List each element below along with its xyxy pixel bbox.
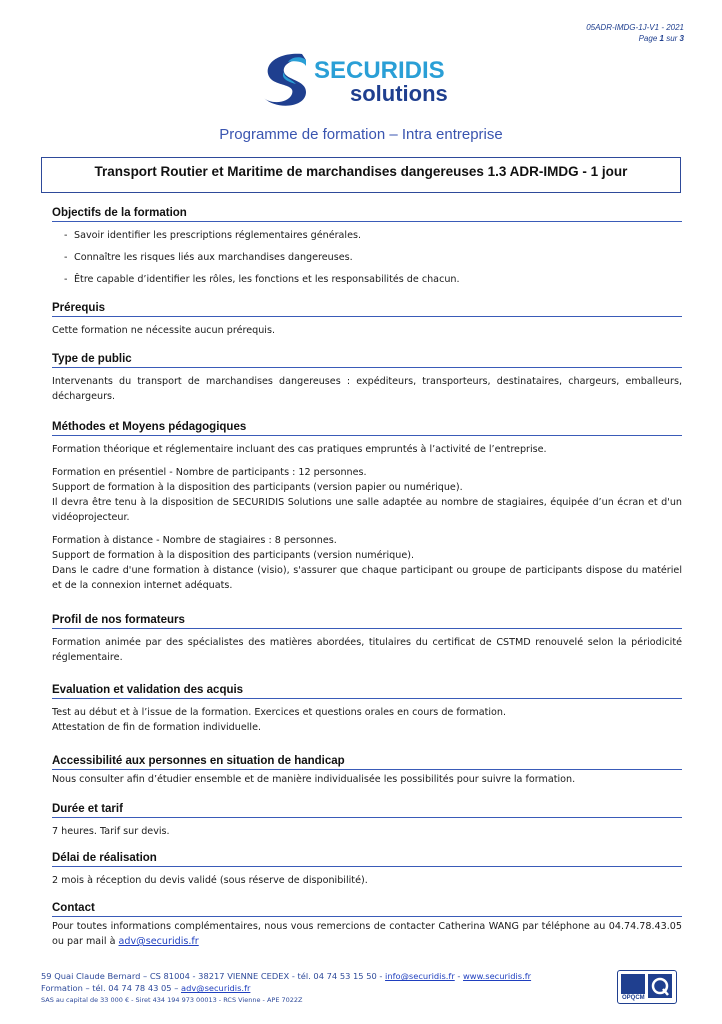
section-duree [52, 803, 682, 839]
section-heading: Accessibilité aux personnes en situation de handicap [52, 755, 682, 770]
list-item: - Savoir identifier les prescriptions réglementaires générales. [64, 228, 682, 243]
objectives-list [52, 228, 682, 287]
footer-legal: SAS au capital de 33 000 € - Siret 434 194 973 00013 - RCS Vienne - APE 7022Z [41, 996, 303, 1004]
page-number: Page 1 sur 3 [638, 34, 684, 43]
section-delai [52, 852, 682, 888]
section-text: Formation en présentiel - Nombre de participants : 12 personnes. [52, 467, 367, 478]
section-text: 2 mois à réception du devis validé (sous réserve de disponibilité). [52, 875, 368, 886]
footer-info-email-link[interactable]: info@securidis.fr [385, 971, 455, 981]
section-heading: Profil de nos formateurs [52, 614, 682, 629]
section-accessibilite [52, 755, 682, 787]
logo-sub-text: solutions [350, 81, 448, 106]
section-heading: Contact [52, 902, 682, 917]
section-heading: Prérequis [52, 302, 682, 317]
document-reference [586, 22, 684, 44]
section-text: Cette formation ne nécessite aucun prérequis. [52, 325, 276, 336]
section-text: Nous consulter afin d’étudier ensemble et de manière individualisée les possibilités pour suivre la formation. [52, 774, 576, 785]
securidis-logo [262, 48, 462, 110]
section-text: Support de formation à la disposition des participants (version papier ou numérique). [52, 482, 463, 493]
footer-formation-line: Formation – tél. 04 74 78 43 05 – adv@securidis.fr [41, 983, 251, 993]
section-methodes [52, 421, 682, 593]
footer-address: 59 Quai Claude Bernard – CS 81004 - 38217 VIENNE CEDEX - tél. 04 74 53 15 50 - [41, 971, 383, 981]
section-text: Dans le cadre d'une formation à distance (visio), s'assurer que chaque participant ou groupe de participants dispose du matériel et de la connexion internet adéquats. [52, 565, 682, 591]
section-heading: Type de public [52, 353, 682, 368]
section-text: 7 heures. Tarif sur devis. [52, 826, 170, 837]
section-evaluation [52, 684, 682, 735]
logo-brand-text: SECURIDIS [314, 57, 445, 84]
securidis-logo-graphic [262, 48, 462, 110]
section-text: Attestation de fin de formation individuelle. [52, 722, 262, 733]
opqcm-certification-badge [617, 970, 677, 1004]
section-text: Intervenants du transport de marchandises dangereuses : expéditeurs, transporteurs, destinataires, chargeurs, emballeurs, déchargeurs. [52, 376, 682, 402]
list-item: - Être capable d’identifier les rôles, les fonctions et les responsabilités de chacun. [64, 272, 682, 287]
section-heading: Durée et tarif [52, 803, 682, 818]
section-text: Formation à distance - Nombre de stagiaires : 8 personnes. [52, 535, 337, 546]
section-text: Formation animée par des spécialistes des matières abordées, titulaires du certificat de CSTMD renouvelé selon la périodicité réglementaire. [52, 637, 682, 663]
footer [41, 970, 531, 1006]
doc-ref-code: 05ADR-IMDG-1J-V1 - 2021 [586, 23, 684, 32]
opqcm-badge-name: OPQCM [622, 995, 645, 1001]
section-heading: Délai de réalisation [52, 852, 682, 867]
section-heading: Evaluation et validation des acquis [52, 684, 682, 699]
section-text: Support de formation à la disposition des participants (version numérique). [52, 550, 415, 561]
course-title-box [41, 157, 681, 193]
section-text [52, 919, 682, 949]
section-heading: Objectifs de la formation [52, 207, 682, 222]
section-contact [52, 902, 682, 949]
section-heading: Méthodes et Moyens pédagogiques [52, 421, 682, 436]
section-text: Formation théorique et réglementaire incluant des cas pratiques empruntés à l’activité de l’entreprise. [52, 444, 547, 455]
footer-adv-email-link[interactable]: adv@securidis.fr [181, 983, 251, 993]
section-public [52, 353, 682, 404]
section-objectifs [52, 207, 682, 294]
list-item: - Connaître les risques liés aux marchandises dangereuses. [64, 250, 682, 265]
section-prerequis [52, 302, 682, 338]
footer-website-link[interactable]: www.securidis.fr [463, 971, 532, 981]
section-text: Il devra être tenu à la disposition de SECURIDIS Solutions une salle adaptée au nombre de stagiaires, équipée d’un écran et d'un vidéoprojecteur. [52, 497, 682, 523]
opqcm-badge-graphic [618, 971, 675, 1002]
section-profil [52, 614, 682, 665]
program-title: Programme de formation – Intra entreprise [219, 126, 503, 143]
section-text: Test au début et à l’issue de la formation. Exercices et questions orales en cours de formation. [52, 707, 507, 718]
contact-text: Pour toutes informations complémentaires, nous vous remercions de contacter Catherina WANG par téléphone au 04.74.78.43.05 ou par mail à [52, 921, 682, 947]
footer-address-line: 59 Quai Claude Bernard – CS 81004 - 38217 VIENNE CEDEX - tél. 04 74 53 15 50 - info@securidis.fr - www.securidis.fr [41, 971, 532, 981]
contact-email-link[interactable]: adv@securidis.fr [118, 936, 199, 947]
course-title: Transport Routier et Maritime de marchandises dangereuses 1.3 ADR-IMDG - 1 jour [94, 164, 628, 179]
